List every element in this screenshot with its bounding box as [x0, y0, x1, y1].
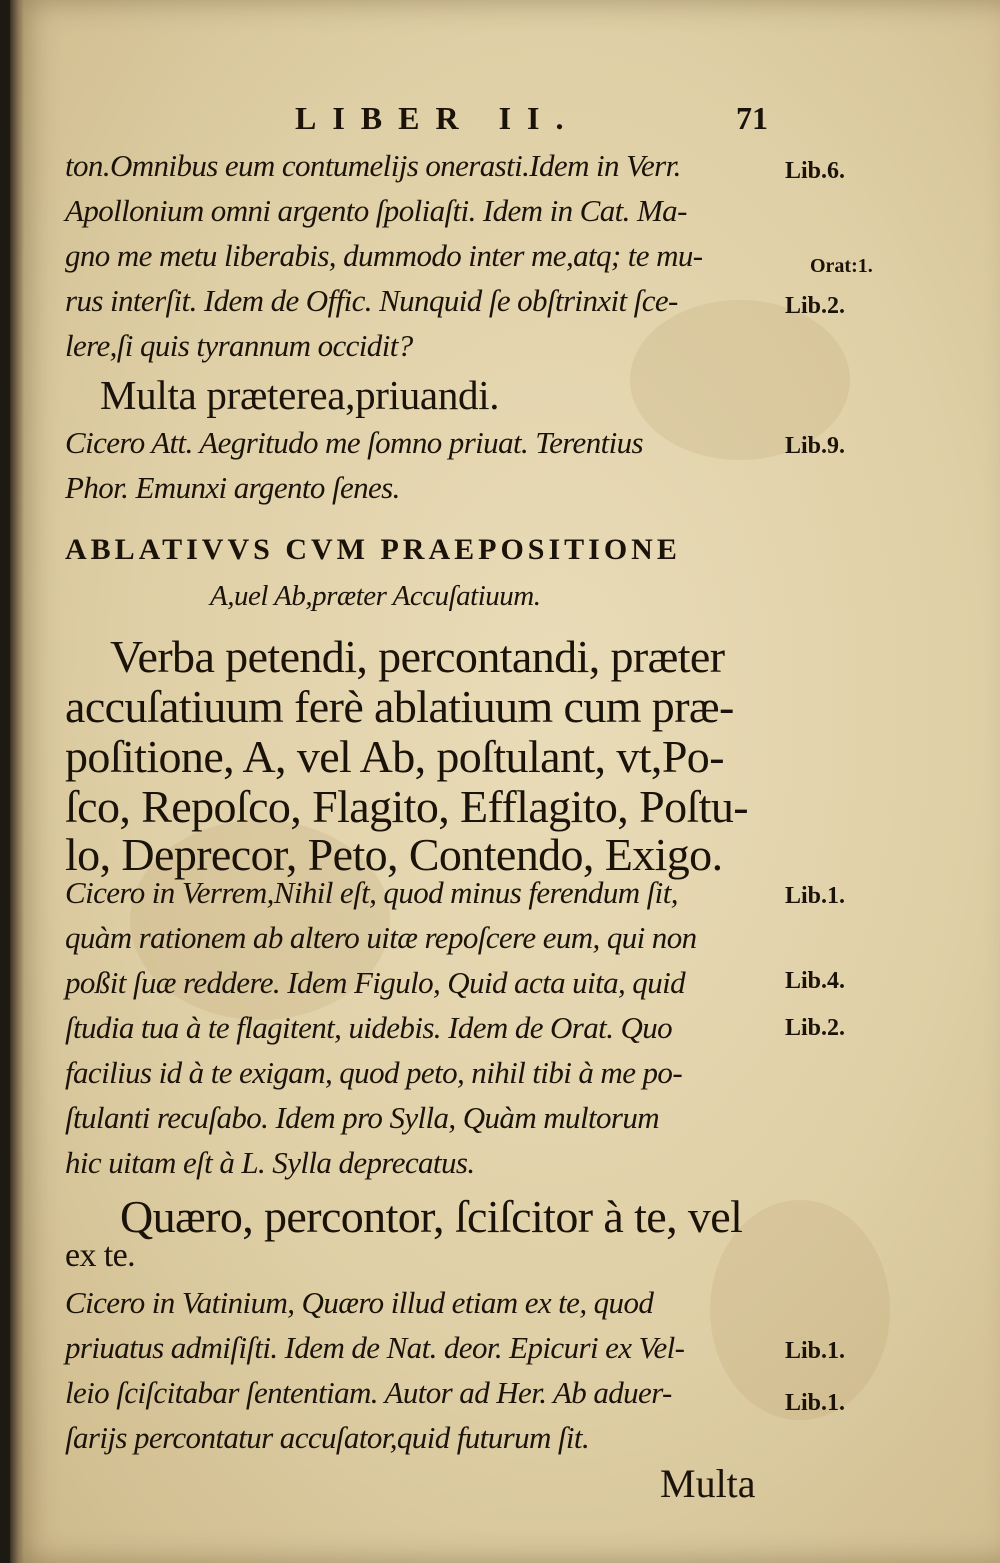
margin-note: Orat:1.	[810, 255, 873, 277]
margin-note: Lib.1.	[785, 1390, 846, 1416]
text-line: ſtudia tua à te flagitent, uidebis. Idem de Orat. Quo	[65, 1010, 673, 1045]
text-line: ton.Omnibus eum contumelijs onerasti.Idem in Verr.	[65, 148, 681, 183]
text-line: rus interſit. Idem de Offic. Nunquid ſe obſtrinxit ſce-	[65, 283, 678, 318]
text-line: poſitione, A, vel Ab, poſtulant, vt,Po-	[65, 731, 724, 782]
text-line: Cicero in Verrem,Nihil eſt, quod minus ferendum ſit,	[65, 875, 678, 910]
book-page	[10, 0, 1000, 1563]
text-line: facilius id à te exigam, quod peto, nihil tibi à me po-	[65, 1055, 683, 1090]
text-line: leio ſciſcitabar ſententiam. Autor ad Her. Ab aduer-	[65, 1375, 672, 1410]
text-line: ex te.	[65, 1237, 136, 1274]
text-line: lo, Deprecor, Peto, Contendo, Exigo.	[65, 829, 723, 880]
text-line: ſtulanti recuſabo. Idem pro Sylla, Quàm multorum	[65, 1100, 660, 1135]
page-number: 71	[736, 100, 768, 136]
text-line: gno me metu liberabis, dummodo inter me,atq; te mu-	[65, 238, 703, 273]
text-line: hic uitam eſt à L. Sylla deprecatus.	[65, 1145, 475, 1180]
running-title: LIBER II.	[295, 100, 580, 136]
text-line: quàm rationem ab altero uitæ repoſcere eum, qui non	[65, 920, 697, 955]
text-line: lere,ſi quis tyrannum occidit?	[65, 328, 413, 363]
text-line: Cicero Att. Aegritudo me ſomno priuat. Terentius	[65, 425, 644, 460]
text-line: poßit ſuæ reddere. Idem Figulo, Quid acta uita, quid	[65, 965, 686, 1000]
text-line: Quæro, percontor, ſciſcitor à te, vel	[120, 1191, 743, 1242]
margin-note: Lib.2.	[785, 293, 846, 319]
text-line: ſarijs percontatur accuſator,quid futurum ſit.	[65, 1420, 590, 1455]
book-gutter	[10, 0, 24, 1563]
text-line: Multa præterea,priuandi.	[100, 372, 500, 418]
section-heading: ABLATIVVS CVM PRAEPOSITIONE	[65, 533, 681, 566]
text-line: accuſatiuum ferè ablatiuum cum præ-	[65, 681, 734, 732]
text-line: Verba petendi, percontandi, præter	[110, 631, 725, 682]
margin-note: Lib.2.	[785, 1015, 846, 1041]
margin-note: Lib.4.	[785, 968, 846, 994]
text-line: Apollonium omni argento ſpoliaſti. Idem in Cat. Ma-	[65, 193, 687, 228]
section-subheading: A,uel Ab,præter Accuſatiuum.	[210, 580, 541, 612]
margin-note: Lib.9.	[785, 433, 846, 459]
margin-note: Lib.1.	[785, 1338, 846, 1364]
margin-note: Lib.1.	[785, 883, 846, 909]
text-line: priuatus admiſiſti. Idem de Nat. deor. Epicuri ex Vel-	[65, 1330, 685, 1365]
catchword: Multa	[660, 1461, 756, 1506]
margin-note: Lib.6.	[785, 158, 846, 184]
text-line: Cicero in Vatinium, Quæro illud etiam ex te, quod	[65, 1285, 654, 1320]
text-line: ſco, Repoſco, Flagito, Efflagito, Poſtu-	[65, 781, 748, 832]
text-line: Phor. Emunxi argento ſenes.	[65, 470, 400, 505]
